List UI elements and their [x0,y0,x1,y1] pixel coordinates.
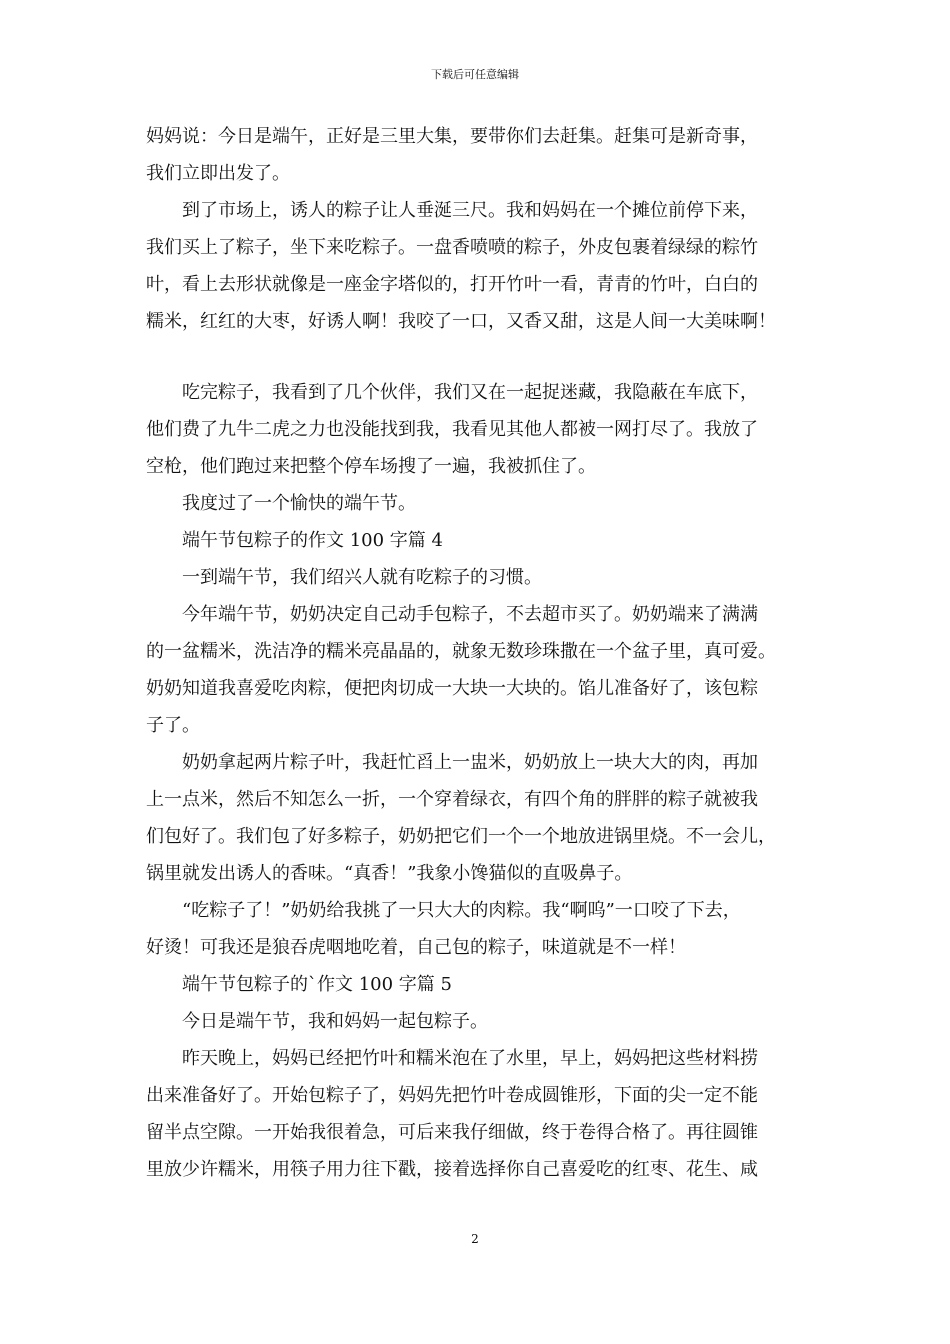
text-line: 奶奶知道我喜爱吃肉粽，便把肉切成一大块一大块的。馅儿准备好了，该包粽 [146,678,758,699]
text-line: 今年端午节，奶奶决定自己动手包粽子，不去超市买了。奶奶端来了满满 [182,604,758,625]
text-line: 出来准备好了。开始包粽子了，妈妈先把竹叶卷成圆锥形，下面的尖一定不能 [146,1085,758,1106]
text-line: 吃完粽子，我看到了几个伙伴，我们又在一起捉迷藏，我隐蔽在车底下， [182,382,758,403]
text-line: 锅里就发出诱人的香味。“真香！”我象小馋猫似的直吸鼻子。 [146,863,633,884]
document-body [146,118,826,1188]
text-line: 的一盆糯米，洗洁净的糯米亮晶晶的，就象无数珍珠撒在一个盆子里，真可爱。 [146,641,776,662]
text-line: 糯米，红红的大枣，好诱人啊！我咬了一口，又香又甜，这是人间一大美味啊！ [146,311,776,332]
text-line: 留半点空隙。一开始我很着急，可后来我仔细做，终于卷得合格了。再往圆锥 [146,1122,758,1143]
text-line: 上一点米，然后不知怎么一折，一个穿着绿衣，有四个角的胖胖的粽子就被我 [146,789,758,810]
page-header: 下载后可任意编辑 [431,68,519,81]
text-line: 叶，看上去形状就像是一座金字塔似的，打开竹叶一看，青青的竹叶，白白的 [146,274,758,295]
text-line: 他们费了九牛二虎之力也没能找到我，我看见其他人都被一网打尽了。我放了 [146,419,758,440]
text-line: 我们立即出发了。 [146,163,290,184]
section-heading: 端午节包粽子的作文 100 字篇 4 [182,530,443,551]
text-line: “吃粽子了！”奶奶给我挑了一只大大的肉粽。我“啊呜”一口咬了下去， [182,900,741,921]
page-number: 2 [471,1232,479,1246]
text-line: 一到端午节，我们绍兴人就有吃粽子的习惯。 [182,567,542,588]
section-heading: 端午节包粽子的`作文 100 字篇 5 [182,974,452,995]
text-line: 们包好了。我们包了好多粽子，奶奶把它们一个一个地放进锅里烧。不一会儿， [146,826,776,847]
text-line: 到了市场上，诱人的粽子让人垂涎三尺。我和妈妈在一个摊位前停下来， [182,200,758,221]
text-line: 里放少许糯米，用筷子用力往下戳，接着选择你自己喜爱吃的红枣、花生、咸 [146,1159,758,1180]
text-line: 我度过了一个愉快的端午节。 [182,493,416,514]
paragraph-gap [146,340,826,374]
text-line: 我们买上了粽子，坐下来吃粽子。一盘香喷喷的粽子，外皮包裹着绿绿的粽竹 [146,237,758,258]
text-line: 今日是端午节，我和妈妈一起包粽子。 [182,1011,488,1032]
text-line: 好烫！可我还是狼吞虎咽地吃着，自己包的粽子，味道就是不一样！ [146,937,686,958]
text-line: 昨天晚上，妈妈已经把竹叶和糯米泡在了水里，早上，妈妈把这些材料捞 [182,1048,758,1069]
text-line: 妈妈说：今日是端午，正好是三里大集，要带你们去赶集。赶集可是新奇事， [146,126,758,147]
text-line: 奶奶拿起两片粽子叶，我赶忙舀上一盅米，奶奶放上一块大大的肉，再加 [182,752,758,773]
text-line: 子了。 [146,715,200,736]
text-line: 空枪，他们跑过来把整个停车场搜了一遍，我被抓住了。 [146,456,596,477]
